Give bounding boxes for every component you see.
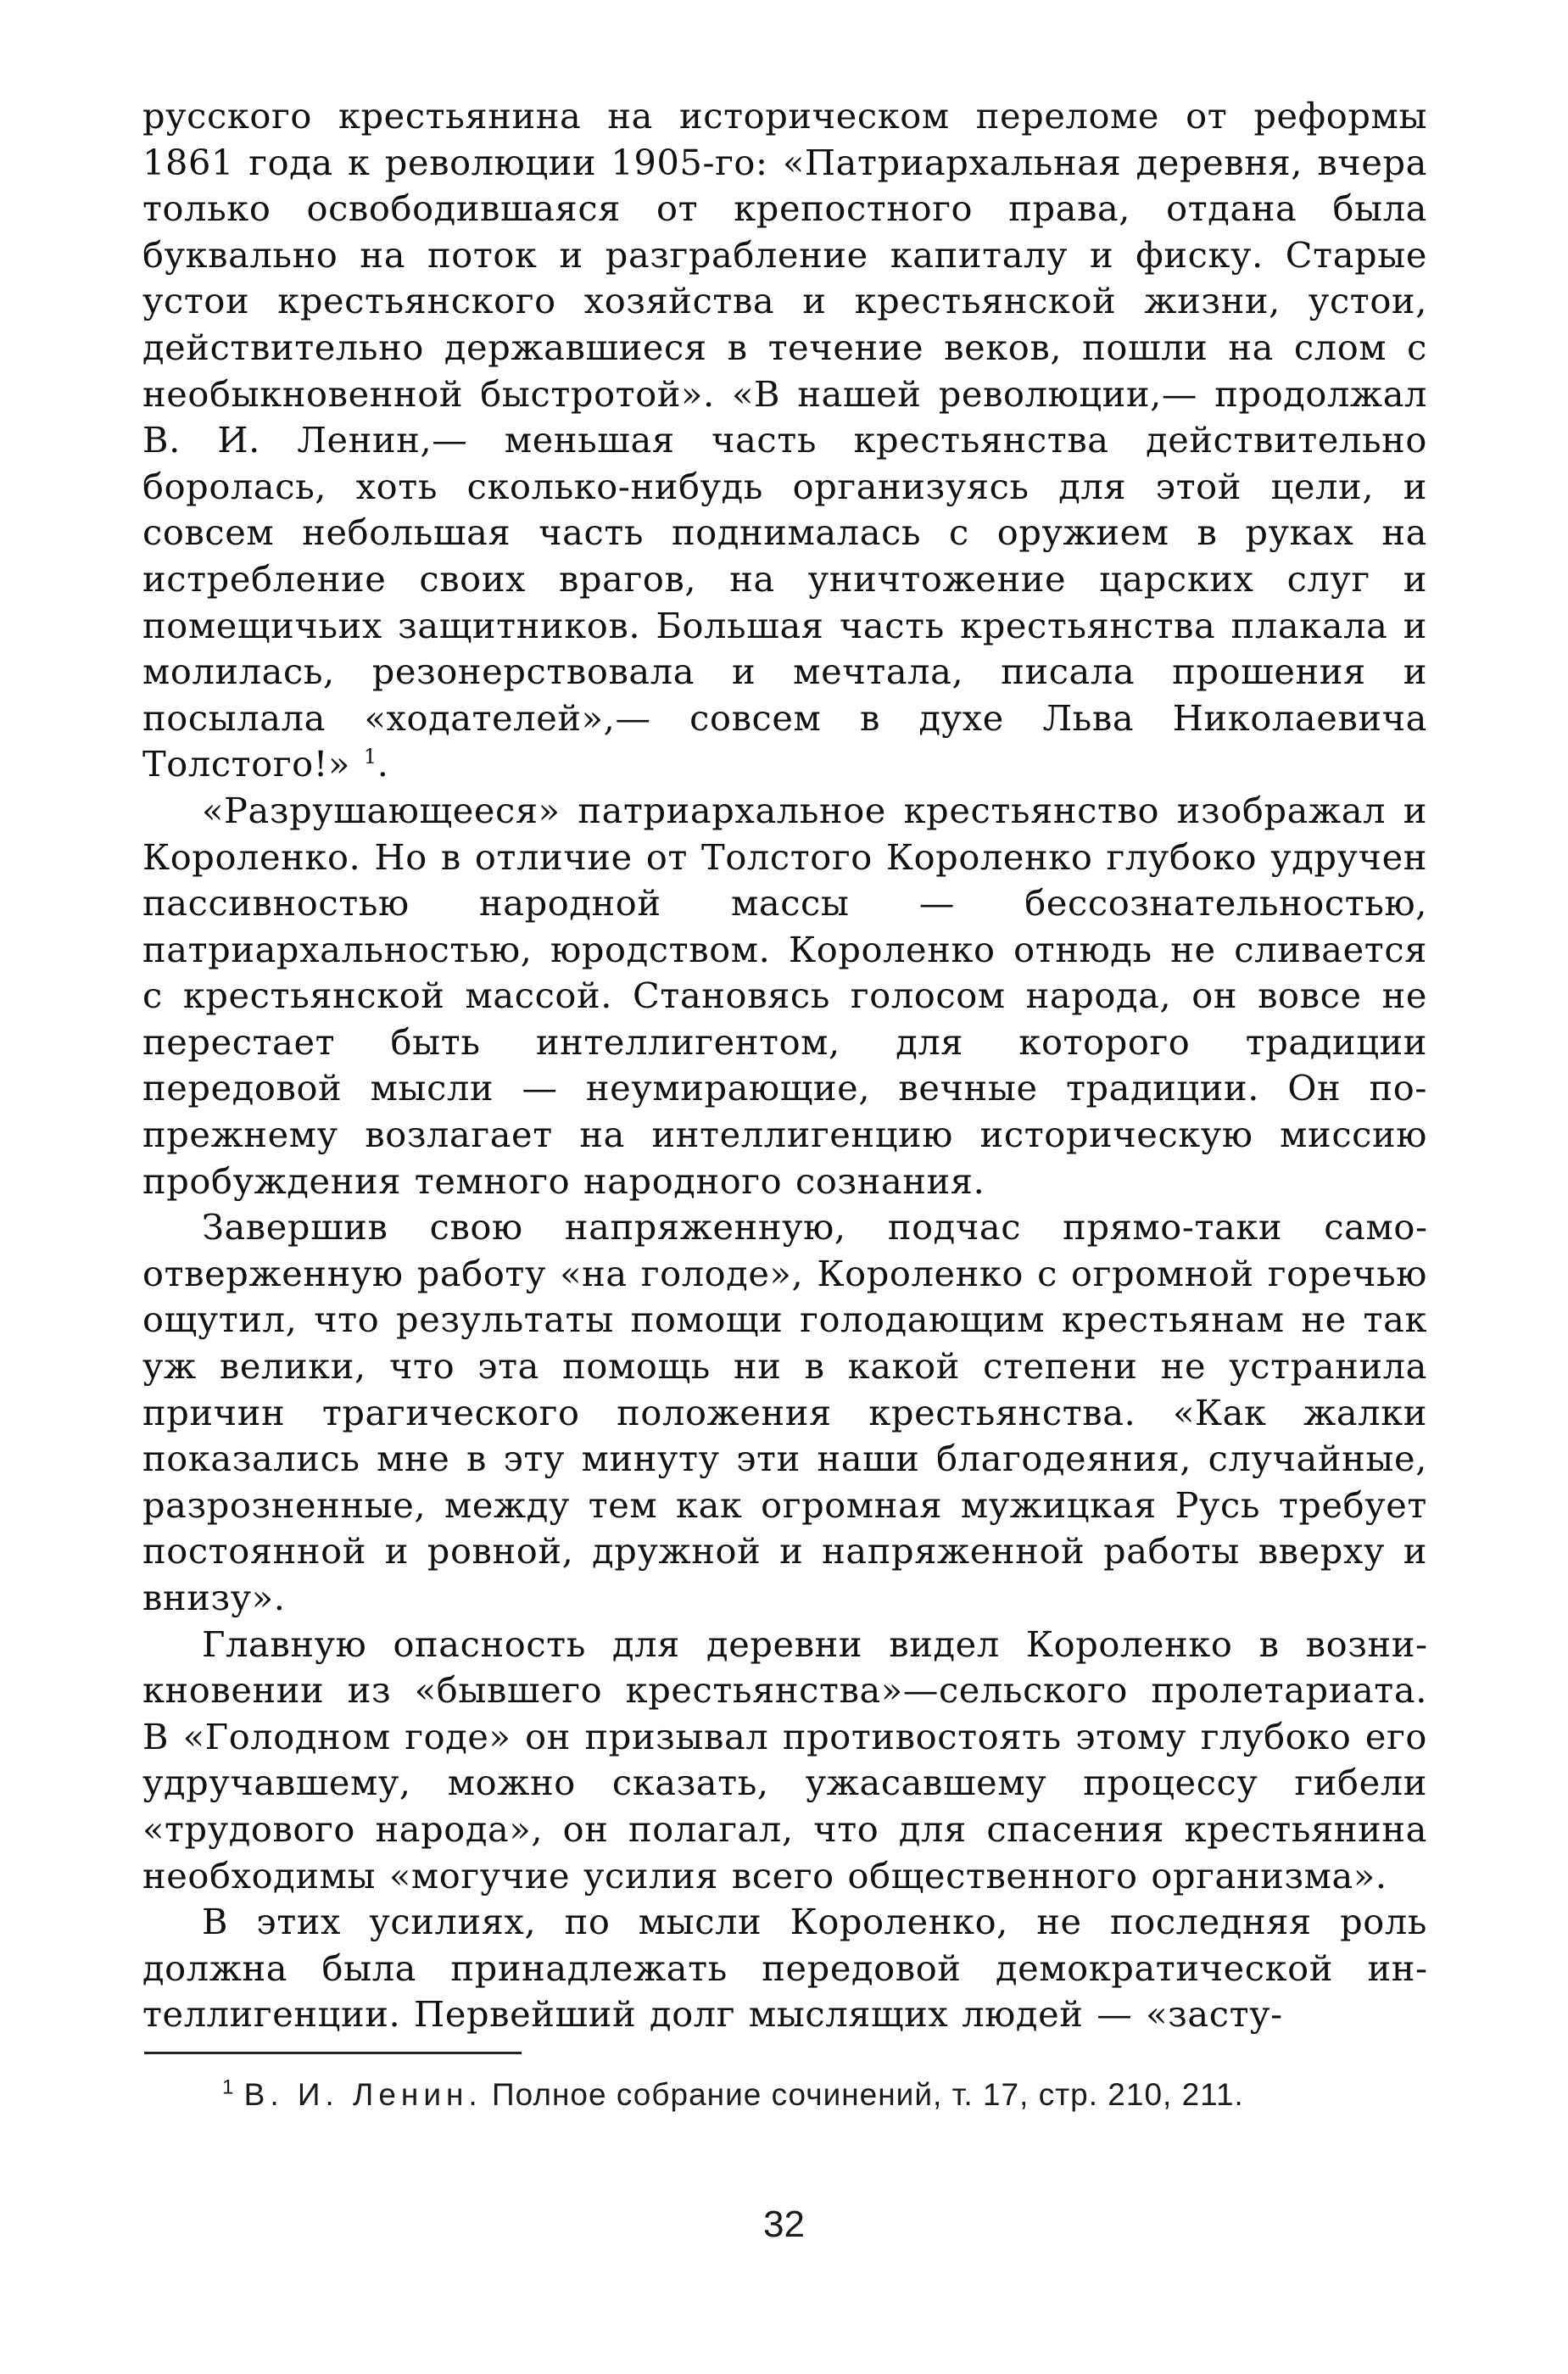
footnote-reference: 1 [363, 745, 377, 769]
page-number: 32 [763, 2204, 805, 2245]
paragraph-2: «Разрушающееся» патриархальное крестьянство изображал и Короленко. Но в отличие от Толстого Короленко глубоко удручен пассивностью народной массы — бессознательностью, патриархальностью, юродством. Короленко отнюдь не сливается с крестьянской массой. Становясь голосом народа, он вовсе не перестает быть интеллигентом, для которого традиции передовой мысли — неумирающие, вечные традиции. Он по-прежнему возлагает на интеллигенцию историческую миссию пробуждения темного народного сознания. [142, 789, 1427, 1202]
footnote-reference-tail: . [377, 743, 389, 785]
footnote-author: В. И. Ленин. [243, 2076, 483, 2112]
paragraph-1-text: русского крестьянина на историческом переломе от реформы 1861 года к революции 1905-го: «Патриархальная деревня, вчера только освободившаяся от крепостного права, отдана была буквально на поток и разграбление капиталу и фиску. Старые устои крестьянского хозяйства и крестьянской жизни, устои, действительно державшиеся в течение веков, пошли на слом с необыкновенной быстротой». «В нашей революции,— продолжал В. И. Ленин,— меньшая часть крестьянства действительно боролась, хоть сколько-нибудь организуясь для этой цели, и совсем небольшая часть поднималась с оружием в руках на истребление своих врагов, на уничтожение царских слуг и помещичьих защитников. Большая часть крестьянства плакала и молилась, резонерствовала и мечтала, писала прошения и посылала «ходателей»,— совсем в духе Льва Николаевича Толстого!» [142, 95, 1427, 785]
paragraph-3: Завершив свою напряженную, подчас прямо-таки самоотверженную работу «на голоде», Короленко с огромной горечью ощутил, что результаты помощи голодающим крестьянам не так уж велики, что эта помощь ни в какой степени не устранила причин трагического положения крестьянства. «Как жалки показались мне в эту минуту эти наши благодеяния, случайные, разрозненные, между тем как огромная мужицкая Русь требует постоянной и ровной, дружной и напряженной работы вверху и внизу». [142, 1206, 1427, 1618]
footnote [142, 2073, 1427, 2117]
footnote-text: Полное собрание сочинений, т. 17, стр. 210, 211. [492, 2076, 1244, 2112]
paragraph-1 [142, 93, 1427, 788]
footnote-marker: 1 [222, 2075, 235, 2099]
paragraph-5: В этих усилиях, по мысли Короленко, не последняя роль должна была принадлежать передовой демократической интеллигенции. Первейший долг мыслящих людей — «засту- [142, 1901, 1427, 2036]
paragraph-4: Главную опасность для деревни видел Короленко в возникновении из «бывшего крестьянства»—сельского пролетариата. В «Голодном годе» он призывал противостоять этому глубоко его удручавшему, можно сказать, ужасавшему процессу гибели «трудового народа», он полагал, что для спасения крестьянина необходимы «могучие усилия всего общественного организма». [142, 1623, 1427, 1896]
footnote-divider [144, 2052, 522, 2054]
page-body [142, 93, 1427, 2117]
